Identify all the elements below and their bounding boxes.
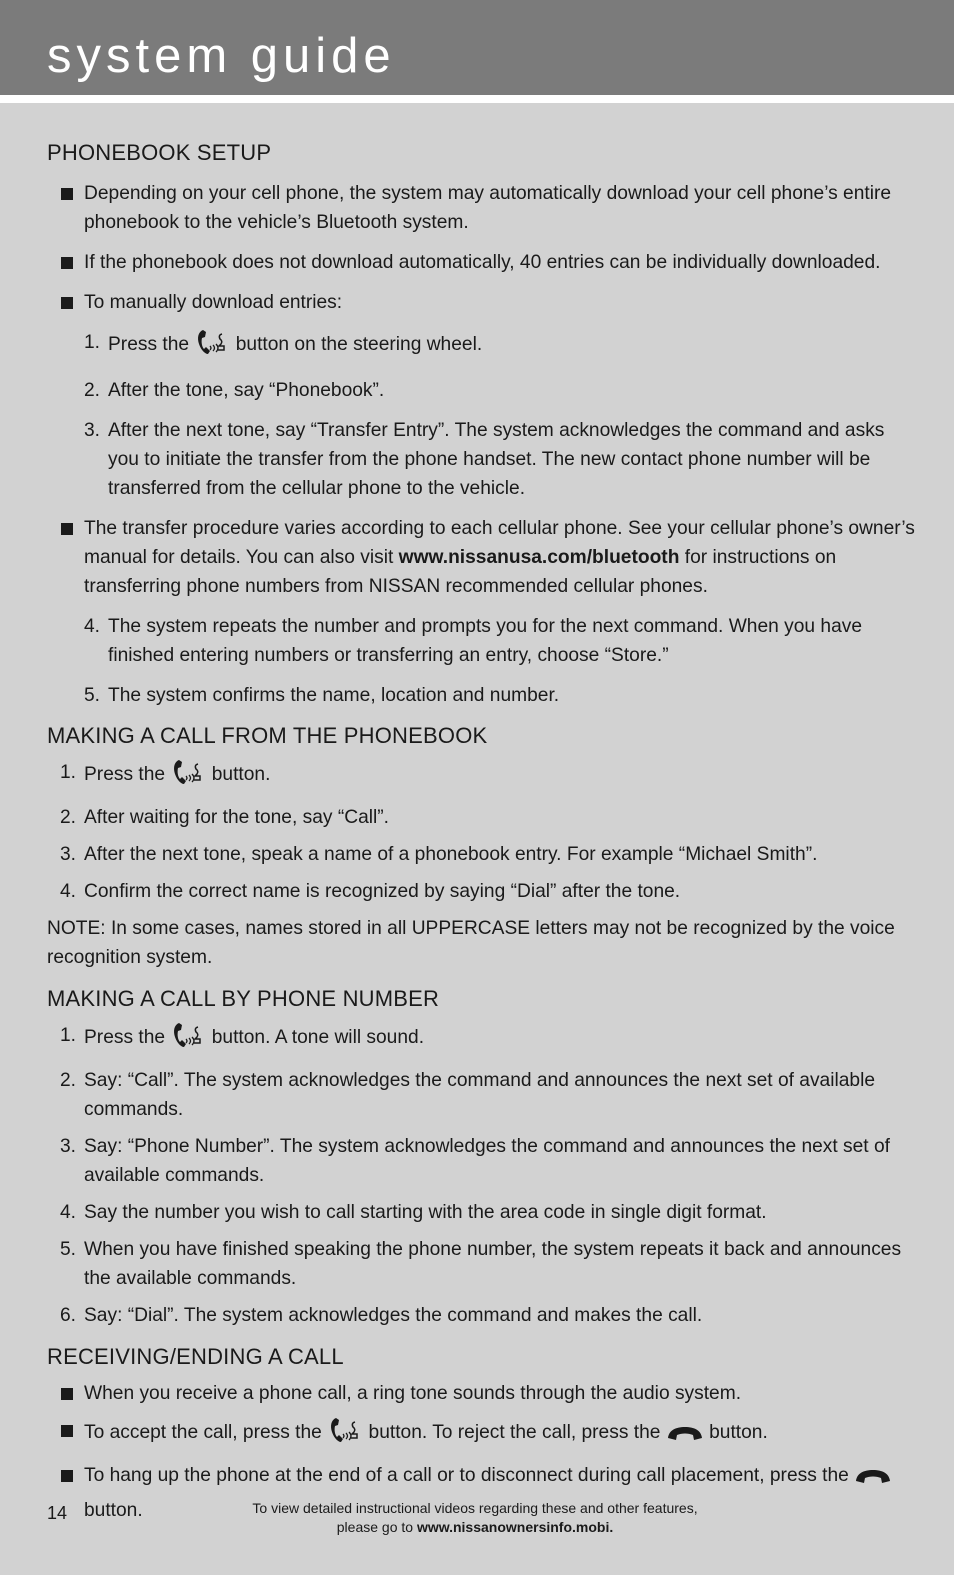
list-item: [47, 1301, 917, 1330]
step-text: Say: “Dial”. The system acknowledges the command and makes the call.: [84, 1305, 703, 1326]
list-number: 6.: [60, 1305, 77, 1326]
bullet-text: To hang up the phone at the end of a call or to disconnect during call placement, press the: [84, 1465, 849, 1486]
list-number: 3.: [60, 1136, 77, 1157]
list-item: [47, 1132, 917, 1190]
header-divider: [0, 95, 954, 103]
list-item: [47, 612, 917, 670]
list-item: [47, 1235, 917, 1293]
section-heading-call-by-number: MAKING A CALL BY PHONE NUMBER: [47, 986, 440, 1011]
list-number: 2.: [60, 807, 77, 828]
phone-hangup-icon: [666, 1424, 704, 1453]
bullet-text: button.: [709, 1422, 768, 1443]
step-text: After waiting for the tone, say “Call”.: [84, 807, 389, 828]
list-number: 3.: [60, 844, 77, 865]
list-item: [47, 1021, 917, 1058]
list-item: [47, 681, 917, 710]
step-text: Confirm the correct name is recognized by saying “Dial” after the tone.: [84, 881, 681, 902]
list-number: 2.: [60, 1070, 77, 1091]
list-number: 1.: [60, 762, 77, 783]
step-text: Press the: [84, 1027, 166, 1048]
phone-hangup-icon: [854, 1467, 892, 1496]
note-text: NOTE: In some cases, names stored in all UPPERCASE letters may not be recognized by the voice recognition system.: [47, 918, 895, 968]
list-item: [47, 877, 917, 906]
list-number: 5.: [60, 1239, 77, 1260]
footer-note: [190, 1499, 760, 1537]
bullet-item: To manually download entries:: [47, 288, 917, 317]
step-text: Say the number you wish to call starting with the area code in single digit format.: [84, 1202, 767, 1223]
list-item: [47, 416, 917, 503]
bullet-text: The transfer procedure varies according to each cellular phone. See your cellular phone’s owner’s manual for details. You can also visit: [84, 518, 915, 568]
step-text: When you have finished speaking the phone number, the system repeats it back and announces the available commands.: [84, 1239, 902, 1289]
phone-talk-icon: [170, 1021, 206, 1058]
bullet-text: button. To reject the call, press the: [368, 1422, 661, 1443]
page-number: 14: [47, 1503, 68, 1523]
bullet-item: [47, 1416, 917, 1453]
phone-talk-icon: [170, 758, 206, 795]
step-text: Say: “Phone Number”. The system acknowledges the command and announces the next set of available commands.: [84, 1136, 890, 1186]
list-number: 3.: [84, 420, 101, 441]
list-item: [47, 840, 917, 869]
step-text: button. A tone will sound.: [211, 1027, 425, 1048]
list-number: 1.: [84, 332, 101, 353]
list-item: [47, 328, 917, 365]
step-text: The system confirms the name, location and number.: [108, 685, 560, 706]
step-text: Press the: [108, 334, 190, 355]
list-item: [47, 1066, 917, 1124]
phone-talk-icon: [194, 328, 230, 365]
step-text: button on the steering wheel.: [235, 334, 483, 355]
bullet-text: for instructions on transferring phone numbers from NISSAN recommended cellular phones.: [84, 547, 837, 597]
bullet-item: When you receive a phone call, a ring tone sounds through the audio system.: [47, 1379, 917, 1408]
step-text: Say: “Call”. The system acknowledges the command and announces the next set of available commands.: [84, 1070, 876, 1120]
phone-talk-icon: [327, 1416, 363, 1453]
footer-line: [190, 1518, 760, 1537]
page-title: system guide: [47, 29, 396, 83]
list-number: 2.: [84, 380, 101, 401]
section-heading-call-from-phonebook: MAKING A CALL FROM THE PHONEBOOK: [47, 723, 488, 748]
list-item: [47, 803, 917, 832]
page-header: [0, 0, 954, 95]
step-text: After the tone, say “Phonebook”.: [108, 380, 385, 401]
page-content: [47, 138, 917, 1525]
link-nissanusa-bluetooth[interactable]: www.nissanusa.com/bluetooth: [398, 547, 680, 568]
list-item: [47, 758, 917, 795]
list-item: [47, 1198, 917, 1227]
list-item: [47, 376, 917, 405]
list-number: 4.: [84, 616, 101, 637]
step-text: After the next tone, speak a name of a phonebook entry. For example “Michael Smith”.: [84, 844, 818, 865]
list-number: 4.: [60, 881, 77, 902]
section-heading-phonebook-setup: PHONEBOOK SETUP: [47, 140, 272, 165]
list-number: 5.: [84, 685, 101, 706]
bullet-item: Depending on your cell phone, the system may automatically download your cell phone’s entire phonebook to the vehicle’s Bluetooth system.: [47, 179, 917, 237]
bullet-text: button.: [84, 1500, 143, 1521]
list-number: 4.: [60, 1202, 77, 1223]
section-heading-receiving-ending: RECEIVING/ENDING A CALL: [47, 1344, 344, 1369]
step-text: The system repeats the number and prompts you for the next command. When you have finished entering numbers or transferring an entry, choose “Store.”: [108, 616, 863, 666]
bullet-item: If the phonebook does not download automatically, 40 entries can be individually downloaded.: [47, 248, 917, 277]
footer-line: To view detailed instructional videos regarding these and other features,: [252, 1500, 698, 1516]
step-text: button.: [211, 764, 271, 785]
bullet-item: [47, 514, 917, 601]
bullet-text: To accept the call, press the: [84, 1422, 322, 1443]
link-nissanownersinfo[interactable]: www.nissanownersinfo.mobi.: [416, 1519, 614, 1535]
footer-text: please go to: [336, 1519, 414, 1535]
step-text: After the next tone, say “Transfer Entry”. The system acknowledges the command and asks you to initiate the transfer from the phone handset. The new contact phone number will be transferred from the cellular phone to the vehicle.: [108, 420, 885, 499]
list-number: 1.: [60, 1025, 77, 1046]
step-text: Press the: [84, 764, 166, 785]
